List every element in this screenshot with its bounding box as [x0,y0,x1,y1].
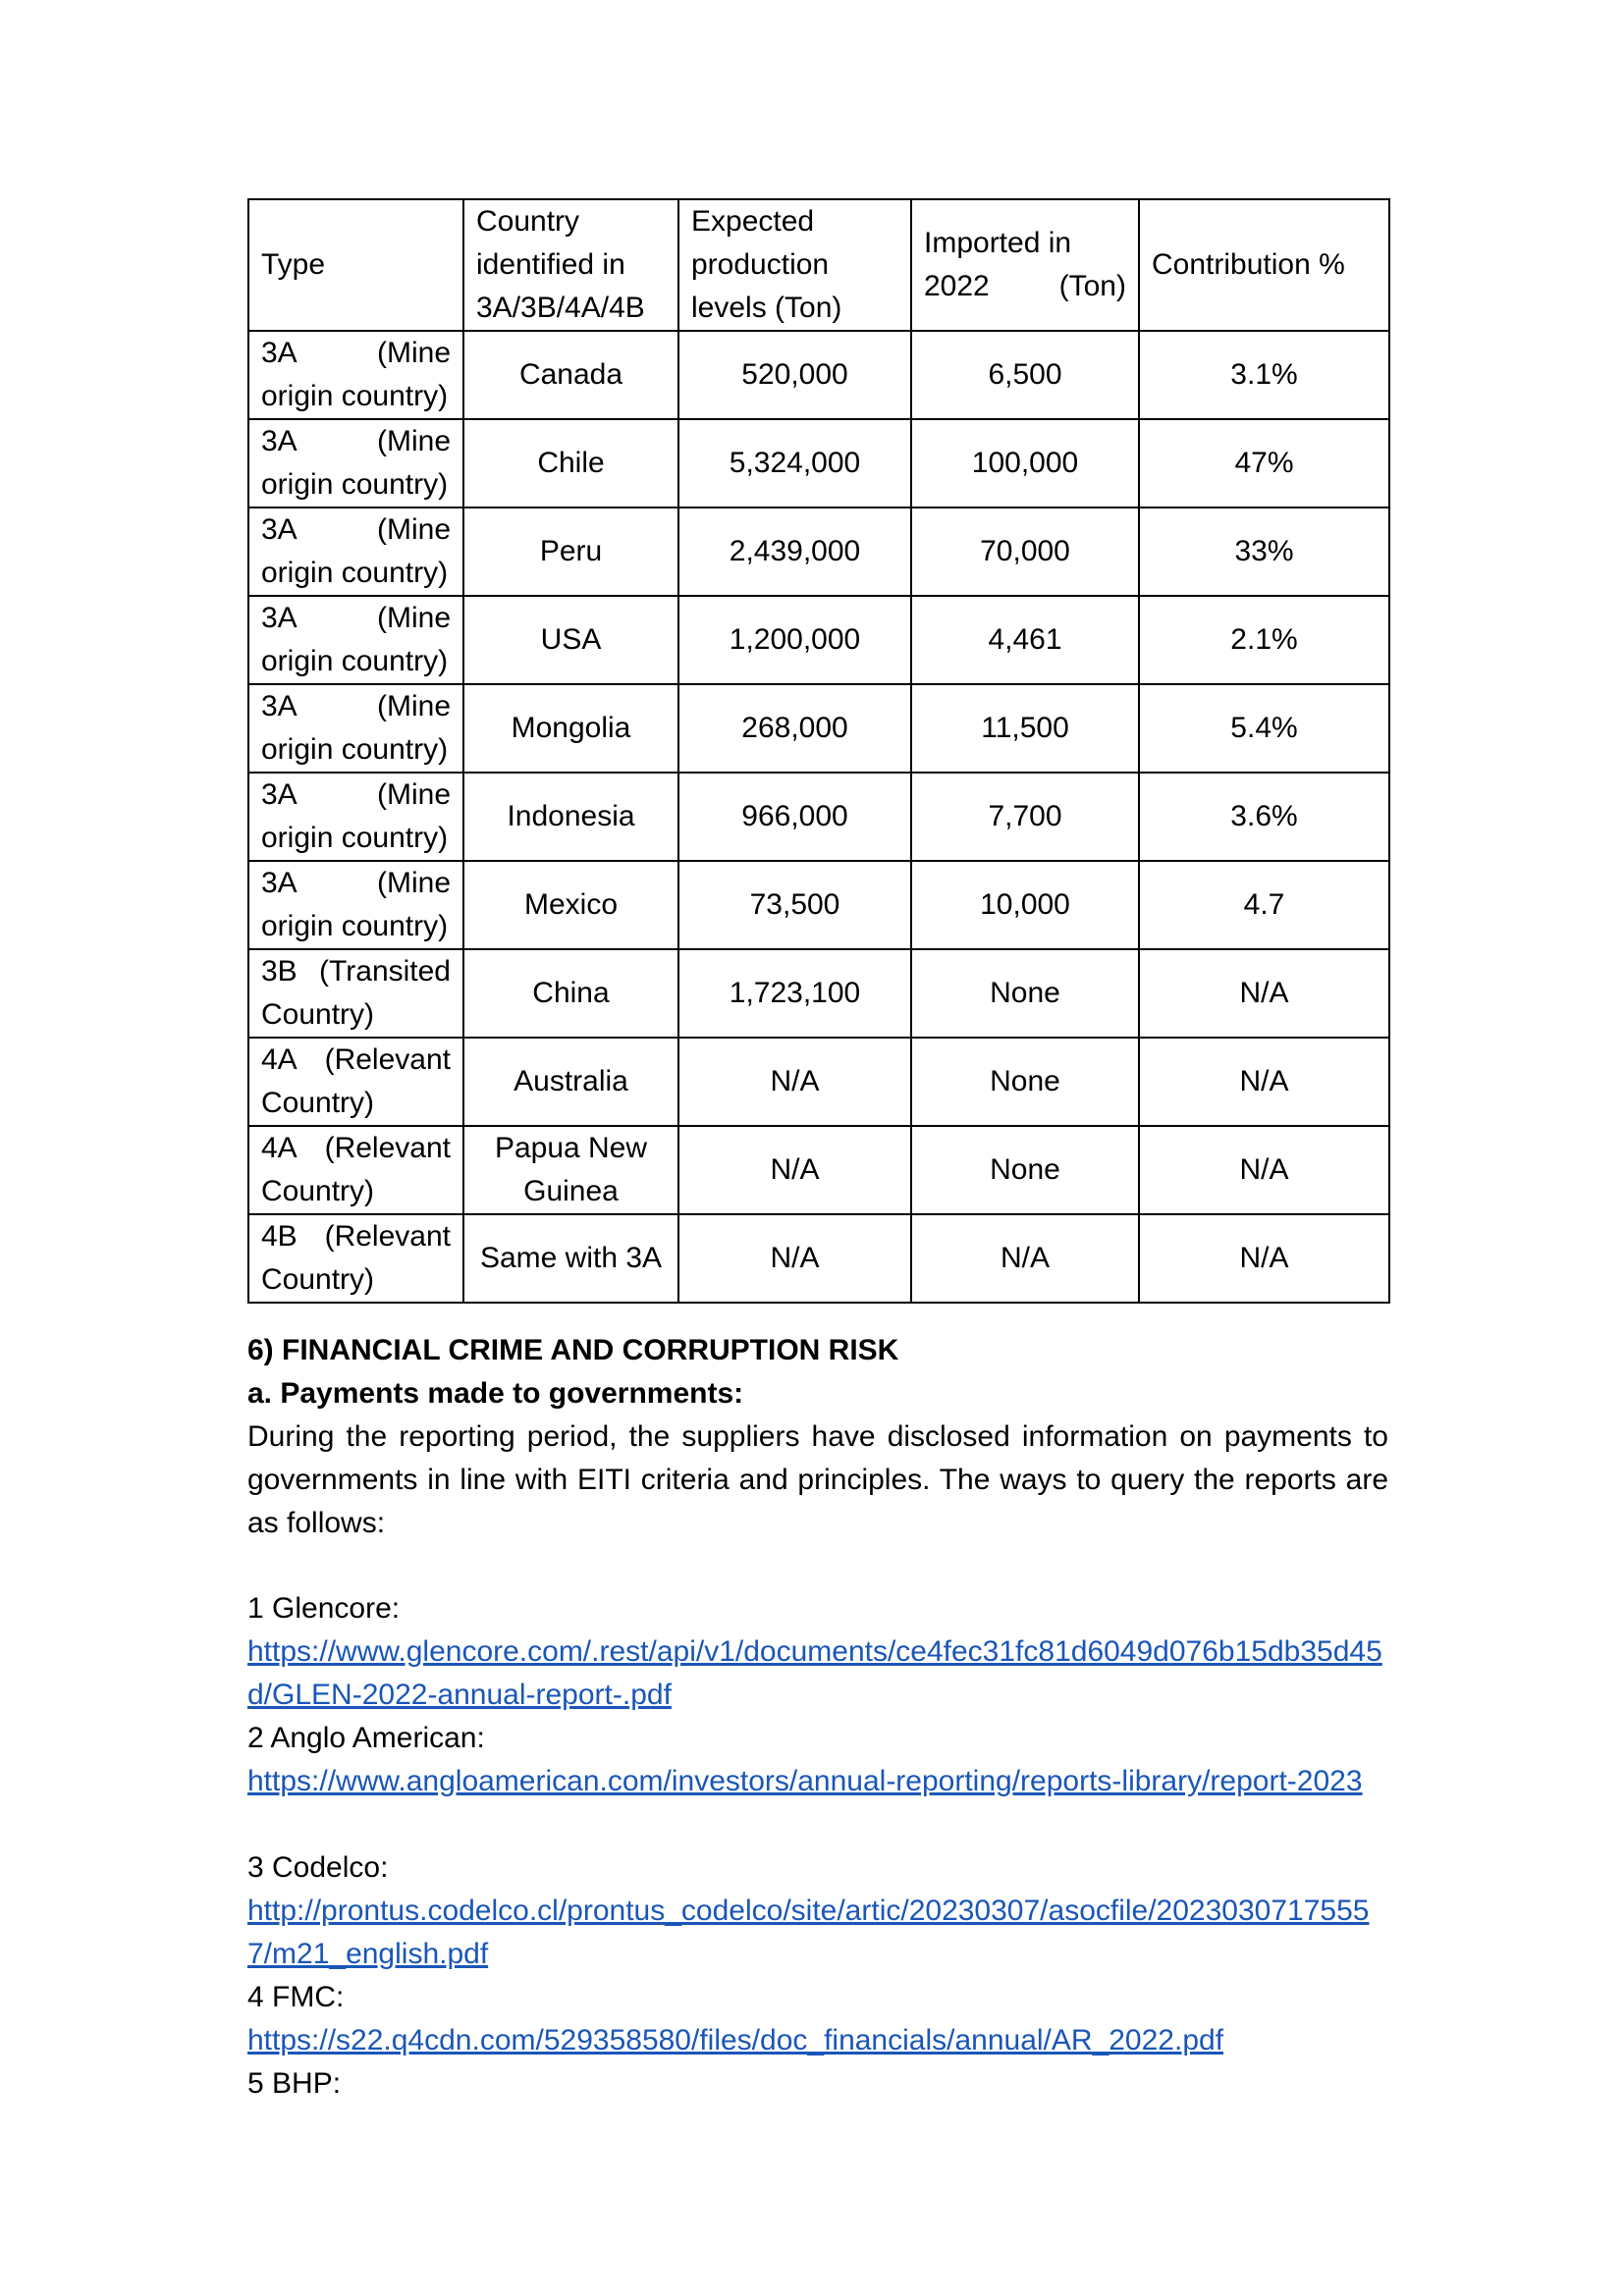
cell-expected: N/A [678,1126,911,1214]
section-body [247,1329,1388,1545]
cell-expected: 5,324,000 [678,419,911,507]
cell-type: 3A (Mine origin country) [248,684,463,773]
cell-country: Indonesia [463,773,678,861]
section-paragraph: During the reporting period, the suppliers have disclosed information on payments to governments in line with EITI criteria and principles. The ways to query the reports are as follows: [247,1420,1388,1539]
cell-contribution: N/A [1139,1214,1389,1303]
source-link-fmc[interactable]: https://s22.q4cdn.com/529358580/files/doc_financials/annual/AR_2022.pdf [247,2024,1224,2056]
cell-type: 4A (Relevant Country) [248,1038,463,1126]
cell-country: Chile [463,419,678,507]
cell-country: Peru [463,507,678,596]
header-imported: Imported in 2022 (Ton) [911,199,1139,331]
cell-expected: 268,000 [678,684,911,773]
table-row [248,949,1389,1038]
cell-imported: 7,700 [911,773,1139,861]
table-row [248,773,1389,861]
cell-contribution: 47% [1139,419,1389,507]
cell-contribution: 5.4% [1139,684,1389,773]
table-row [248,1214,1389,1303]
cell-expected: 73,500 [678,861,911,949]
cell-expected: 520,000 [678,331,911,419]
cell-country: Canada [463,331,678,419]
source-link-codelco[interactable]: http://prontus.codelco.cl/prontus_codelco/site/artic/20230307/asocfile/20230307175557/m21_english.pdf [247,1895,1370,1970]
cell-country: Papua New Guinea [463,1126,678,1214]
cell-type: 3A (Mine origin country) [248,419,463,507]
cell-country: China [463,949,678,1038]
cell-imported: 10,000 [911,861,1139,949]
cell-country: Same with 3A [463,1214,678,1303]
cell-type: 4B (Relevant Country) [248,1214,463,1303]
cell-expected: N/A [678,1214,911,1303]
table-row [248,1038,1389,1126]
header-contribution: Contribution % [1139,199,1389,331]
cell-contribution: 3.6% [1139,773,1389,861]
cell-country: Australia [463,1038,678,1126]
cell-contribution: 33% [1139,507,1389,596]
table-row [248,684,1389,773]
cell-contribution: 3.1% [1139,331,1389,419]
table-row [248,331,1389,419]
table-row [248,507,1389,596]
cell-contribution: N/A [1139,949,1389,1038]
cell-country: Mexico [463,861,678,949]
cell-type: 3A (Mine origin country) [248,596,463,684]
cell-imported: N/A [911,1214,1139,1303]
cell-imported: None [911,1126,1139,1214]
cell-expected: 966,000 [678,773,911,861]
cell-imported: 4,461 [911,596,1139,684]
cell-imported: None [911,949,1139,1038]
cell-expected: N/A [678,1038,911,1126]
cell-contribution: N/A [1139,1126,1389,1214]
table-row [248,861,1389,949]
source-label-codelco: 3 Codelco: [247,1851,389,1884]
sources-list [247,1587,1388,2106]
source-label-anglo-american: 2 Anglo American: [247,1722,485,1754]
cell-expected: 1,723,100 [678,949,911,1038]
source-label-glencore: 1 Glencore: [247,1592,401,1625]
cell-contribution: N/A [1139,1038,1389,1126]
cell-imported: 6,500 [911,331,1139,419]
header-expected: Expected production levels (Ton) [678,199,911,331]
header-country: Country identified in 3A/3B/4A/4B [463,199,678,331]
cell-contribution: 2.1% [1139,596,1389,684]
cell-country: USA [463,596,678,684]
source-link-anglo-american[interactable]: https://www.angloamerican.com/investors/annual-reporting/reports-library/report-2023 [247,1765,1363,1797]
cell-imported: None [911,1038,1139,1126]
table-row [248,596,1389,684]
table-row [248,419,1389,507]
production-table [247,198,1390,1304]
header-type: Type [248,199,463,331]
cell-type: 3A (Mine origin country) [248,861,463,949]
cell-type: 3A (Mine origin country) [248,507,463,596]
source-label-bhp: 5 BHP: [247,2067,342,2100]
cell-expected: 2,439,000 [678,507,911,596]
spacer [247,1803,1388,1846]
cell-imported: 100,000 [911,419,1139,507]
cell-type: 3A (Mine origin country) [248,331,463,419]
cell-contribution: 4.7 [1139,861,1389,949]
section-subheading: a. Payments made to governments: [247,1377,744,1410]
table-row [248,1126,1389,1214]
cell-type: 3A (Mine origin country) [248,773,463,861]
cell-imported: 70,000 [911,507,1139,596]
source-link-glencore[interactable]: https://www.glencore.com/.rest/api/v1/documents/ce4fec31fc81d6049d076b15db35d45d/GLEN-2022-annual-report-.pdf [247,1635,1382,1711]
cell-country: Mongolia [463,684,678,773]
cell-type: 3B (Transited Country) [248,949,463,1038]
cell-type: 4A (Relevant Country) [248,1126,463,1214]
cell-imported: 11,500 [911,684,1139,773]
section-heading: 6) FINANCIAL CRIME AND CORRUPTION RISK [247,1334,899,1366]
source-label-fmc: 4 FMC: [247,1981,345,2013]
table-header-row [248,199,1389,331]
cell-expected: 1,200,000 [678,596,911,684]
